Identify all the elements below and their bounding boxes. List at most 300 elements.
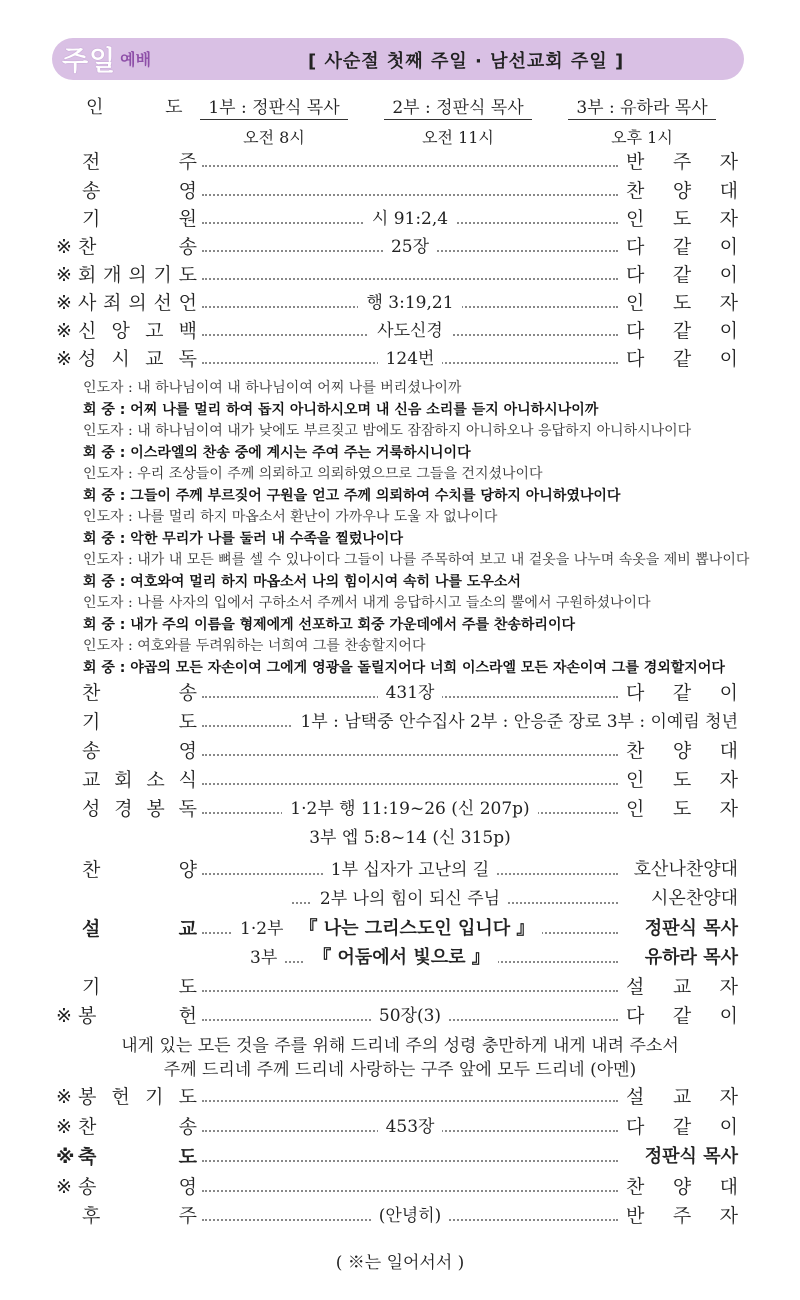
- logo-sub: 예배: [120, 50, 152, 69]
- reading-separator: :: [123, 595, 138, 611]
- glyph: 기: [145, 1086, 164, 1108]
- glyph: 대: [719, 1176, 738, 1198]
- order-label: [62, 856, 197, 884]
- reading-text: 그들이 주께 부르짖어 구원을 얻고 주께 의뢰하여 수치를 당하지 아니하였나이다: [130, 487, 621, 504]
- glyph: 성: [82, 798, 101, 820]
- glyph: 설: [82, 918, 101, 940]
- order-label: [62, 973, 197, 1001]
- glyph: 영: [178, 1176, 197, 1198]
- reading-text: 야곱의 모든 자손이여 그에게 영광을 돌릴지어다 너희 이스라엘 모든 자손이여 그를 경외할지어다: [130, 659, 725, 676]
- order-label: [62, 795, 197, 823]
- glyph: 대: [719, 180, 738, 202]
- order-label: [62, 679, 197, 707]
- dot-leader: [202, 754, 618, 756]
- order-label: [56, 289, 197, 317]
- reading-speaker: 회 중: [83, 573, 115, 590]
- glyph: 후: [82, 1205, 101, 1227]
- reading-separator: :: [123, 552, 138, 568]
- order-label: [62, 1202, 197, 1230]
- order-row: [56, 1083, 738, 1111]
- order-detail: 25장: [383, 237, 437, 257]
- glyph: 설: [626, 976, 645, 998]
- glyph: 독: [178, 798, 197, 820]
- reading-speaker: 인도자: [83, 509, 124, 525]
- glyph: 다: [626, 348, 645, 370]
- order-row: [56, 317, 738, 345]
- reading-separator: :: [114, 444, 131, 461]
- glyph: 앙: [111, 320, 130, 342]
- anthem-title: 2부 나의 힘이 되신 주님: [312, 889, 508, 909]
- glyph: 독: [178, 348, 197, 370]
- reading-congregation-line: [83, 486, 743, 507]
- order-responsible: [626, 795, 738, 823]
- standing-note: ( ※는 일어서서 ): [335, 1253, 465, 1273]
- reading-text: 악한 무리가 나를 둘러 내 수족을 찔렀나이다: [130, 530, 403, 547]
- anthem-title: 1부 십자가 고난의 길: [323, 860, 497, 880]
- glyph: 도: [178, 264, 197, 286]
- reading-leader-line: [83, 593, 743, 614]
- glyph: 같: [672, 264, 692, 286]
- order-detail: 3부 엡 5:8~14 (신 315p): [301, 828, 519, 848]
- glyph: 인: [626, 292, 645, 314]
- reading-text: 내가 내 모든 뼈를 셀 수 있나이다 그들이 나를 주목하여 보고 내 겉옷을 나누며 속옷을 제비 뽑나이다: [137, 552, 750, 568]
- glyph: 영: [178, 740, 197, 762]
- glyph: 같: [672, 1116, 692, 1138]
- sermon-title: 『 어둠에서 빛으로 』: [305, 947, 498, 968]
- reading-leader-line: [83, 464, 743, 485]
- glyph: 회: [78, 264, 97, 286]
- reading-separator: :: [114, 659, 131, 676]
- glyph: 같: [672, 682, 692, 704]
- glyph: 성: [78, 348, 97, 370]
- offering-lyric: 주께 드리네 주께 드리네 사랑하는 구주 앞에 모두 드리네 (아멘): [163, 1060, 637, 1080]
- order-label: [62, 148, 197, 176]
- order-row: [56, 1002, 738, 1030]
- sermon-service: 1·2부: [232, 919, 291, 939]
- reading-congregation-line: [83, 572, 743, 593]
- glyph: 인: [626, 798, 645, 820]
- order-row: [56, 233, 738, 261]
- glyph: 식: [178, 769, 197, 791]
- glyph: 자: [719, 1205, 738, 1227]
- glyph: 인: [626, 769, 645, 791]
- leader-time: 오전 11시: [422, 128, 494, 147]
- order-row: [62, 205, 738, 233]
- glyph: 이: [719, 236, 738, 258]
- glyph: 주: [178, 151, 197, 173]
- order-responsible: [626, 289, 738, 317]
- order-label: [62, 177, 197, 205]
- stand-mark: ※: [56, 1086, 72, 1108]
- stand-mark: ※: [56, 1005, 72, 1027]
- order-label-text: [78, 1002, 197, 1030]
- leader-time: 오후 1시: [611, 128, 673, 147]
- order-row: [56, 261, 738, 289]
- anthem-choir: 호산나찬양대: [633, 859, 738, 880]
- glyph: 양: [178, 859, 197, 881]
- stand-mark: ※: [56, 1146, 75, 1168]
- reading-congregation-line: [83, 400, 743, 421]
- glyph: 시: [111, 348, 130, 370]
- page-title: [ 사순절 첫째 주일 · 남선교회 주일 ]: [308, 51, 625, 72]
- leaders-title: 인 도: [86, 97, 211, 118]
- order-label: [62, 205, 197, 233]
- leader-name: 2부 : 정판식 목사: [384, 93, 532, 120]
- glyph: 원: [178, 208, 197, 230]
- dot-leader: [202, 194, 618, 196]
- glyph: 사: [78, 292, 97, 314]
- glyph: 이: [719, 682, 738, 704]
- reading-leader-line: [83, 507, 743, 528]
- glyph: 전: [82, 151, 101, 173]
- glyph: 주: [672, 151, 692, 173]
- order-responsible: [626, 177, 738, 205]
- order-responsible: [626, 1002, 738, 1030]
- order-label-text: [78, 1143, 197, 1171]
- glyph: 양: [672, 740, 692, 762]
- glyph: 반: [626, 151, 645, 173]
- order-label: [56, 1002, 197, 1030]
- order-label: [56, 317, 197, 345]
- glyph: 다: [626, 236, 645, 258]
- dot-leader: [202, 165, 618, 167]
- glyph: 이: [719, 320, 738, 342]
- order-detail: (안녕히): [371, 1206, 450, 1226]
- leader-name: 3부 : 유하라 목사: [568, 93, 716, 120]
- order-detail: 431장: [378, 683, 443, 703]
- reading-separator: :: [123, 466, 138, 482]
- order-label-text: [78, 289, 197, 317]
- glyph: 주: [672, 1205, 692, 1227]
- glyph: 도: [672, 292, 692, 314]
- glyph: 도: [672, 769, 692, 791]
- glyph: 자: [719, 208, 738, 230]
- glyph: 교: [82, 769, 101, 791]
- glyph: 회: [114, 769, 133, 791]
- order-label: [56, 233, 197, 261]
- glyph: 백: [178, 320, 197, 342]
- glyph: 같: [672, 320, 692, 342]
- glyph: 봉: [78, 1086, 97, 1108]
- reading-separator: :: [114, 573, 131, 590]
- order-row: [56, 1173, 738, 1201]
- order-row: [62, 148, 738, 176]
- order-responsible: [626, 973, 738, 1001]
- glyph: 찬: [626, 180, 645, 202]
- order-label-text: [78, 233, 197, 261]
- glyph: 주: [178, 1205, 197, 1227]
- reading-speaker: 인도자: [83, 466, 124, 482]
- order-row: [56, 1143, 738, 1171]
- sermon-preacher: 유하라 목사: [644, 947, 738, 968]
- glyph: 찬: [82, 859, 101, 881]
- order-detail: 1·2부 행 11:19~26 (신 207p): [282, 799, 537, 819]
- sermon-title: 『 나는 그리스도인 입니다 』: [291, 918, 542, 939]
- glyph: 반: [626, 1205, 645, 1227]
- reading-separator: :: [123, 638, 138, 654]
- glyph: 선: [153, 292, 172, 314]
- order-label-text: [78, 345, 197, 373]
- order-responsible: [626, 1173, 738, 1201]
- order-row: [62, 679, 738, 707]
- glyph: 다: [626, 320, 645, 342]
- glyph: 자: [719, 292, 738, 314]
- reading-text: 나를 사자의 입에서 구하소서 주께서 내게 응답하시고 들소의 뿔에서 구원하셨나이다: [137, 595, 651, 611]
- dot-leader: [202, 1190, 618, 1192]
- glyph: 이: [719, 264, 738, 286]
- dot-leader: [202, 1160, 618, 1162]
- glyph: 의: [128, 292, 147, 314]
- glyph: 헌: [111, 1086, 130, 1108]
- reading-speaker: 인도자: [83, 552, 124, 568]
- reading-separator: :: [123, 380, 138, 396]
- glyph: 같: [672, 236, 692, 258]
- reading-text: 우리 조상들이 주께 의뢰하고 의뢰하였으므로 그들을 건지셨나이다: [137, 466, 543, 482]
- dot-leader: [202, 1100, 618, 1102]
- order-responsible: [626, 317, 738, 345]
- dot-leader: [202, 278, 618, 280]
- order-label: [56, 1083, 197, 1111]
- glyph: 교: [178, 918, 197, 940]
- glyph: 자: [719, 769, 738, 791]
- order-row: [62, 766, 738, 794]
- header-banner: [52, 38, 744, 80]
- order-row: [56, 1113, 738, 1141]
- glyph: 기: [82, 208, 101, 230]
- sermon-service: 3부: [242, 948, 285, 968]
- stand-mark: ※: [56, 264, 72, 286]
- order-label: [62, 708, 197, 736]
- glyph: 소: [146, 769, 165, 791]
- glyph: 송: [82, 740, 101, 762]
- order-row: [62, 708, 738, 736]
- sermon-row: [62, 944, 738, 972]
- order-label: [62, 915, 197, 943]
- reading-separator: :: [123, 423, 138, 439]
- reading-separator: :: [114, 616, 131, 633]
- dot-leader: [202, 990, 618, 992]
- reading-speaker: 회 중: [83, 530, 115, 547]
- glyph: 교: [672, 976, 692, 998]
- reading-text: 어찌 나를 멀리 하여 돕지 아니하시오며 내 신음 소리를 듣지 아니하시나이까: [130, 401, 599, 418]
- leader-col-1: [200, 93, 348, 148]
- glyph: 도: [672, 208, 692, 230]
- logo: [62, 40, 151, 78]
- reading-text: 여호와여 멀리 하지 마옵소서 나의 힘이시여 속히 나를 도우소서: [130, 573, 521, 590]
- reading-text: 이스라엘의 찬송 중에 계시는 주여 주는 거룩하시니이다: [130, 444, 471, 461]
- glyph: 대: [719, 740, 738, 762]
- glyph: 이: [719, 1005, 738, 1027]
- order-responsible: [626, 737, 738, 765]
- glyph: 설: [626, 1086, 645, 1108]
- reading-speaker: 회 중: [83, 401, 115, 418]
- order-row: [56, 345, 738, 373]
- glyph: 신: [78, 320, 97, 342]
- glyph: 교: [672, 1086, 692, 1108]
- glyph: 찬: [78, 1116, 97, 1138]
- glyph: 도: [672, 798, 692, 820]
- glyph: 송: [78, 1176, 97, 1198]
- reading-speaker: 회 중: [83, 616, 115, 633]
- glyph: 봉: [146, 798, 165, 820]
- glyph: 자: [719, 151, 738, 173]
- order-label: [62, 766, 197, 794]
- reading-speaker: 인도자: [83, 638, 124, 654]
- glyph: 인: [626, 208, 645, 230]
- glyph: 도: [178, 1086, 197, 1108]
- order-responsible: [626, 766, 738, 794]
- glyph: 개: [103, 264, 122, 286]
- glyph: 고: [145, 320, 164, 342]
- reading-text: 여호와를 두려워하는 너희여 그를 찬송할지어다: [137, 638, 426, 654]
- order-detail: 행 3:19,21: [358, 293, 461, 313]
- glyph: 양: [672, 1176, 692, 1198]
- glyph: 송: [82, 180, 101, 202]
- order-label: [56, 345, 197, 373]
- reading-text: 내 하나님이여 내가 낮에도 부르짖고 밤에도 잠잠하지 아니하오나 응답하지 아니하시나이다: [137, 423, 692, 439]
- leader-name: 1부 : 정판식 목사: [200, 93, 348, 120]
- logo-main: 주일: [62, 46, 117, 77]
- reading-text: 내가 주의 이름을 형제에게 선포하고 회중 가운데에서 주를 찬송하리이다: [130, 616, 576, 633]
- order-row: [62, 177, 738, 205]
- sermon-row: [62, 915, 738, 943]
- reading-congregation-line: [83, 658, 743, 679]
- order-detail: 시 91:2,4: [364, 209, 456, 229]
- glyph: 다: [626, 1116, 645, 1138]
- order-responsible: [626, 148, 738, 176]
- reading-speaker: 회 중: [83, 444, 115, 461]
- glyph: 봉: [78, 1005, 97, 1027]
- glyph: 같: [672, 1005, 692, 1027]
- reading-separator: :: [123, 509, 138, 525]
- reading-text: 나를 멀리 하지 마옵소서 환난이 가까우나 도울 자 없나이다: [137, 509, 498, 525]
- stand-mark: ※: [56, 320, 72, 342]
- order-row: [62, 737, 738, 765]
- offering-lyric: 내게 있는 모든 것을 주를 위해 드리네 주의 성령 충만하게 내게 내려 주소서: [121, 1036, 679, 1056]
- glyph: 송: [178, 682, 197, 704]
- glyph: 축: [78, 1146, 97, 1168]
- order-label: [56, 261, 197, 289]
- reading-text: 내 하나님이여 내 하나님이여 어찌 나를 버리셨나이까: [137, 380, 462, 396]
- order-label-text: [78, 317, 197, 345]
- stand-mark: ※: [56, 236, 72, 258]
- order-responsible: [626, 345, 738, 373]
- glyph: 찬: [82, 682, 101, 704]
- order-responsible: [626, 233, 738, 261]
- reading-leader-line: [83, 421, 743, 442]
- order-responsible: [626, 1113, 738, 1141]
- glyph: 찬: [626, 1176, 645, 1198]
- order-responsible: [626, 205, 738, 233]
- stand-mark: ※: [56, 348, 72, 370]
- glyph: 송: [178, 236, 197, 258]
- glyph: 다: [626, 264, 645, 286]
- reading-congregation-line: [83, 443, 743, 464]
- glyph: 다: [626, 1005, 645, 1027]
- glyph: 도: [178, 711, 197, 733]
- glyph: 영: [178, 180, 197, 202]
- leader-col-3: [568, 93, 716, 148]
- order-row: [62, 973, 738, 1001]
- glyph: 자: [719, 1086, 738, 1108]
- glyph: 도: [178, 976, 197, 998]
- reading-congregation-line: [83, 615, 743, 636]
- glyph: 같: [672, 348, 692, 370]
- glyph: 이: [719, 348, 738, 370]
- order-label: [56, 1143, 197, 1171]
- prayer-leaders: 1부 : 남택중 안수집사 2부 : 안응준 장로 3부 : 이예림 청년: [292, 712, 738, 732]
- order-detail: 사도신경: [369, 321, 451, 341]
- glyph: 죄: [103, 292, 122, 314]
- reading-separator: :: [114, 530, 131, 547]
- anthem-row: [62, 856, 738, 884]
- order-label: [56, 1173, 197, 1201]
- order-label-text: [78, 1113, 197, 1141]
- glyph: 양: [672, 180, 692, 202]
- reading-speaker: 인도자: [83, 423, 124, 439]
- glyph: 자: [719, 976, 738, 998]
- order-detail: 50장(3): [371, 1006, 449, 1026]
- order-responsible: [626, 261, 738, 289]
- reading-speaker: 회 중: [83, 487, 115, 504]
- leader-time: 오전 8시: [243, 128, 305, 147]
- glyph: 언: [178, 292, 197, 314]
- glyph: 의: [128, 264, 147, 286]
- glyph: 도: [178, 1146, 197, 1168]
- glyph: 기: [153, 264, 172, 286]
- order-row: [56, 289, 738, 317]
- reading-congregation-line: [83, 529, 743, 550]
- order-label-text: [78, 1083, 197, 1111]
- reading-leader-line: [83, 550, 750, 571]
- glyph: 찬: [626, 740, 645, 762]
- reading-leader-line: [83, 378, 743, 399]
- reading-leader-line: [83, 636, 743, 657]
- leader-col-2: [384, 93, 532, 148]
- reading-separator: :: [114, 487, 131, 504]
- sermon-preacher: 정판식 목사: [644, 918, 738, 939]
- stand-mark: ※: [56, 1176, 72, 1198]
- order-label: [62, 737, 197, 765]
- glyph: 찬: [78, 236, 97, 258]
- reading-separator: :: [114, 401, 131, 418]
- glyph: 송: [178, 1116, 197, 1138]
- order-label: [56, 1113, 197, 1141]
- glyph: 다: [626, 682, 645, 704]
- stand-mark: ※: [56, 292, 72, 314]
- glyph: 교: [145, 348, 164, 370]
- reading-speaker: 회 중: [83, 659, 115, 676]
- glyph: 자: [719, 798, 738, 820]
- anthem-row: [62, 885, 738, 913]
- anthem-choir: 시온찬양대: [651, 888, 738, 909]
- order-responsible: [626, 1083, 738, 1111]
- stand-mark: ※: [56, 1116, 72, 1138]
- glyph: 기: [82, 976, 101, 998]
- glyph: 이: [719, 1116, 738, 1138]
- glyph: 기: [82, 711, 101, 733]
- dot-leader: [202, 783, 618, 785]
- order-row: [62, 1202, 738, 1230]
- order-label-text: [78, 1173, 197, 1201]
- order-label-text: [78, 261, 197, 289]
- reading-speaker: 인도자: [83, 595, 124, 611]
- order-row: [62, 795, 738, 823]
- glyph: 경: [114, 798, 133, 820]
- order-responsible: [626, 679, 738, 707]
- glyph: 헌: [178, 1005, 197, 1027]
- order-detail: 124번: [378, 349, 443, 369]
